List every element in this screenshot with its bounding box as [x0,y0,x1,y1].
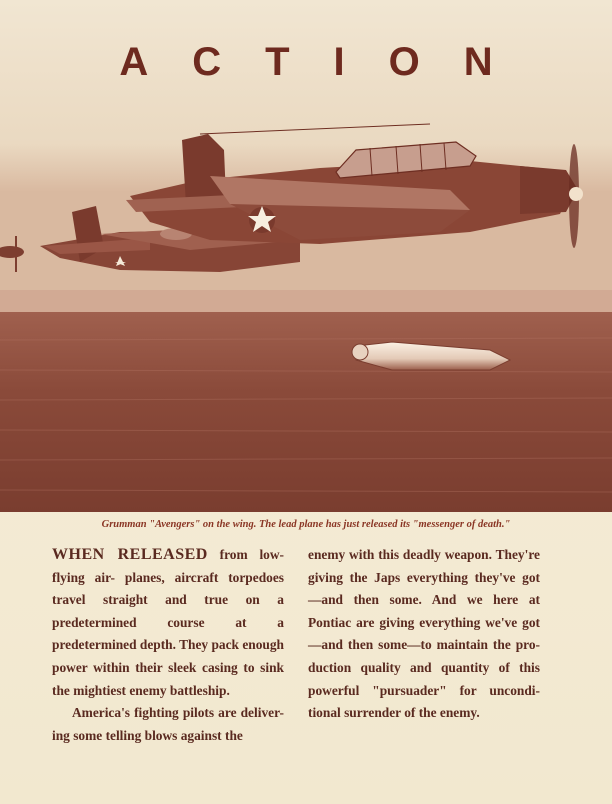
left-paragraph-1-text: from low-flying air- planes, aircraft torpedoes travel straight and true on a predetermined course at a predetermined depth. They pack enough power within their sleek casing to sink the mightiest enemy battleship. [52,547,285,698]
body-column-right [308,544,540,725]
left-paragraph-1 [52,544,284,702]
lead-small-caps: HEN RELEASED [68,546,208,563]
drop-cap: W [52,546,69,563]
left-paragraph-2: America's fighting pilots are deliver- ing some telling blows against the [52,705,284,743]
body-column-left [52,544,284,747]
right-paragraph-1: enemy with this deadly weapon. They're giving the Japs everything they've got —and then some. And we here at Pontiac are giving everything we've got —and then some—to maintain the pro- duction quality and quantity of this powerful "pursuader" for uncondi- tional surrender of the enemy. [308,547,540,721]
headline: ACTION [119,40,537,84]
photo-caption: Grumman "Avengers" on the wing. The lead plane has just released its "messenger of death." [101,519,511,530]
